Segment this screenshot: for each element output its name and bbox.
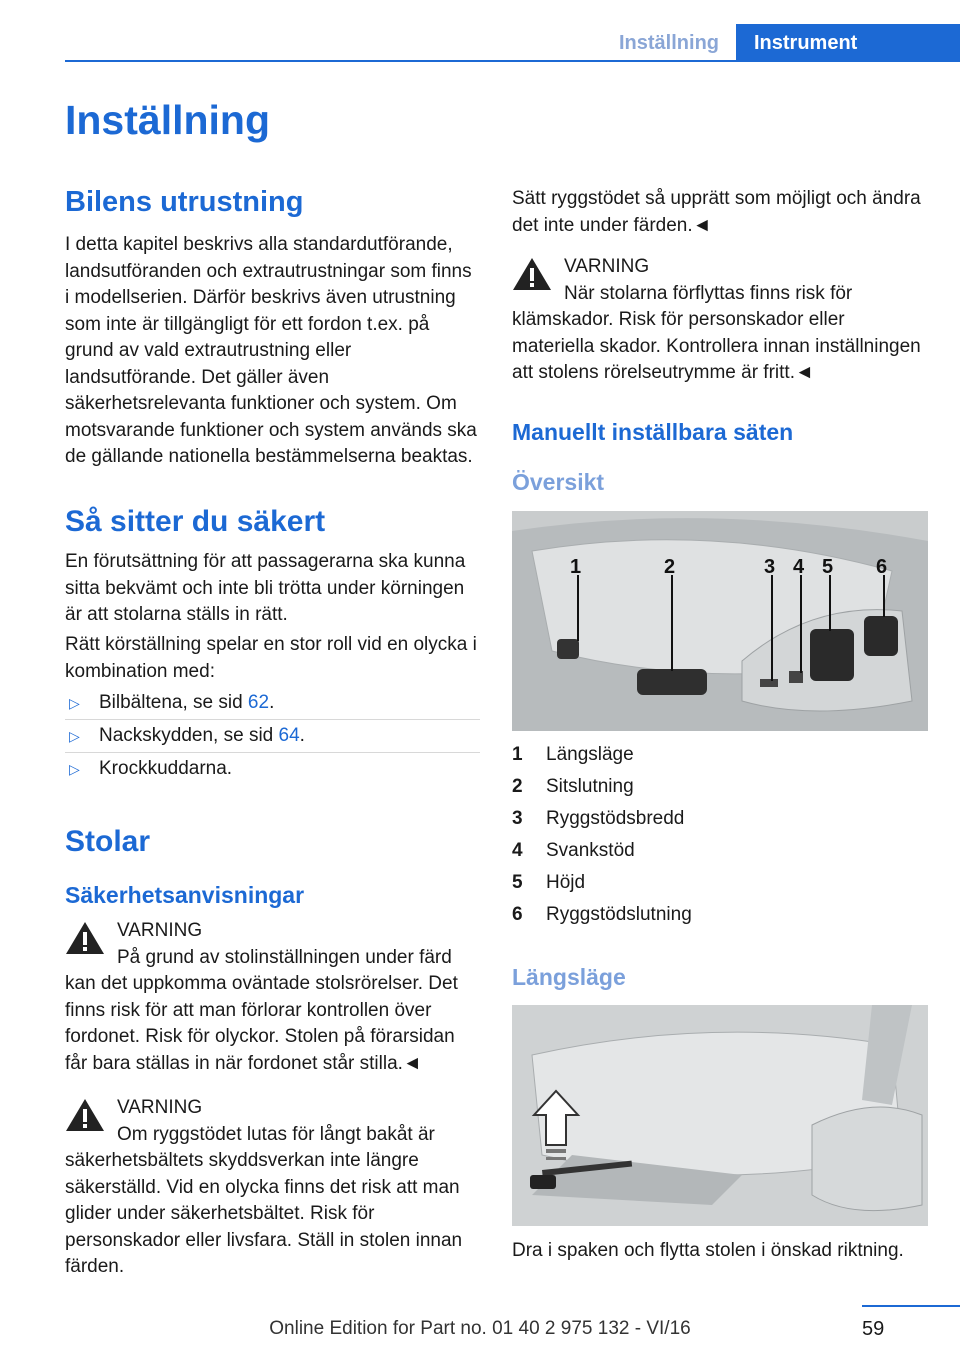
legend-item: 2 Sitslutning [512,776,634,797]
paragraph-lever: Dra i spaken och flytta stolen i önskad riktning. [512,1240,904,1261]
legend-item: 3 Ryggstödsbredd [512,808,685,829]
seat-lever-image [512,1005,928,1226]
warning-box-2 [65,1095,480,1281]
list-item-text: Nackskydden, se sid [99,725,279,746]
header-tab-chapter[interactable]: Instrument [736,24,960,60]
page-link[interactable]: 64 [278,725,300,746]
heading-seats: Stolar [65,825,151,858]
heading-equipment: Bilens utrustning [65,186,304,218]
list-item-text: Bilbältena, se sid [99,692,248,713]
seat-overview-image [512,511,928,731]
list-item [65,687,480,720]
page-link[interactable]: 62 [247,692,270,713]
warning-icon [512,256,552,292]
warning-text: På grund av stolinställningen under färd kan det uppkomma oväntade stolsrörelser. Det finns risk för att man förlorar kontrollen över fordonet. Risk för olyckor. Stolen på förarsidan får bara ställas in när fordonet står stilla.◄ [65,946,458,1074]
heading-manual-seats: Manuellt inställbara säten [512,419,794,445]
triangle-bullet-icon: ▷ [69,728,80,744]
callout-6: 6 [876,556,888,578]
footer-rule [862,1305,960,1307]
list-item-end: . [299,725,305,746]
callout-3: 3 [764,556,776,578]
warning-icon [65,920,105,956]
warning-text: Om ryggstödet lutas för långt bakåt är säkerhetsbältets skyddsverkan inte längre säkerställd. Vid en olycka finns det risk att man glider under säkerhetsbältet. Risk för personskador eller livsfara. Ställ in stolen innan färden. [65,1123,463,1277]
callout-4: 4 [793,556,805,578]
warning-box-3 [512,254,928,387]
callout-5: 5 [822,556,834,578]
heading-safety-notes: Säkerhetsanvisningar [65,882,305,908]
legend-item: 6 Ryggstödslutning [512,904,692,925]
legend-item: 1 Längsläge [512,744,634,765]
legend-item: 5 Höjd [512,872,586,893]
paragraph-equipment: I detta kapitel beskrivs alla standardutförande, landsutföranden och extrautrustningar som finns i modellserien. Därför beskrivs även utrustning som inte är tillgängligt för ett fordon t.ex. på grund av vald extrautrustning eller landsutförande. Det gäller även säkerhetsrelevanta funktioner och system. Om motsvarande funktioner och system används ska de gällande nationella bestämmelserna beaktas. [65,234,477,467]
header-tab-section[interactable]: Inställning [619,32,719,54]
warning-title: VARNING [117,920,203,941]
paragraph-sit-2: Rätt körställning spelar en stor roll vid en olycka i kombination med: [65,634,477,682]
heading-overview: Översikt [512,469,605,495]
warning-box-1 [65,918,480,1077]
warning-title: VARNING [117,1097,203,1118]
triangle-bullet-icon: ▷ [69,695,80,711]
page-number: 59 [862,1318,885,1340]
triangle-bullet-icon: ▷ [69,761,80,777]
warning-text: När stolarna förflyttas finns risk för klämskador. Risk för personskador eller materiella skador. Kontrollera innan inställningen att stolens rörelseutrymme är fritt.◄ [512,282,921,383]
callout-2: 2 [664,556,676,578]
list-item-end: . [269,692,275,713]
legend-item: 4 Svankstöd [512,840,635,861]
warning-icon [65,1097,105,1133]
list-item-text: Krockkuddarna. [99,758,233,779]
parts-legend [512,739,928,931]
heading-longitudinal: Längsläge [512,964,626,990]
footer-edition: Online Edition for Part no. 01 40 2 975 132 - VI/16 [269,1318,691,1339]
page-title: Inställning [65,97,270,143]
paragraph-sit-1: En förutsättning för att passagerarna ska kunna sitta bekvämt och inte bli trötta under körningen är att stolarna ställs in rätt. [65,551,466,625]
callout-1: 1 [570,556,582,578]
paragraph-backrest: Sätt ryggstödet så upprätt som möjligt och ändra det inte under färden.◄ [512,188,921,236]
list-item [65,753,480,785]
list-item [65,720,480,753]
warning-title: VARNING [564,256,650,277]
header-rule [65,60,960,62]
heading-sit-safely: Så sitter du säkert [65,505,326,538]
safety-list [65,687,480,785]
